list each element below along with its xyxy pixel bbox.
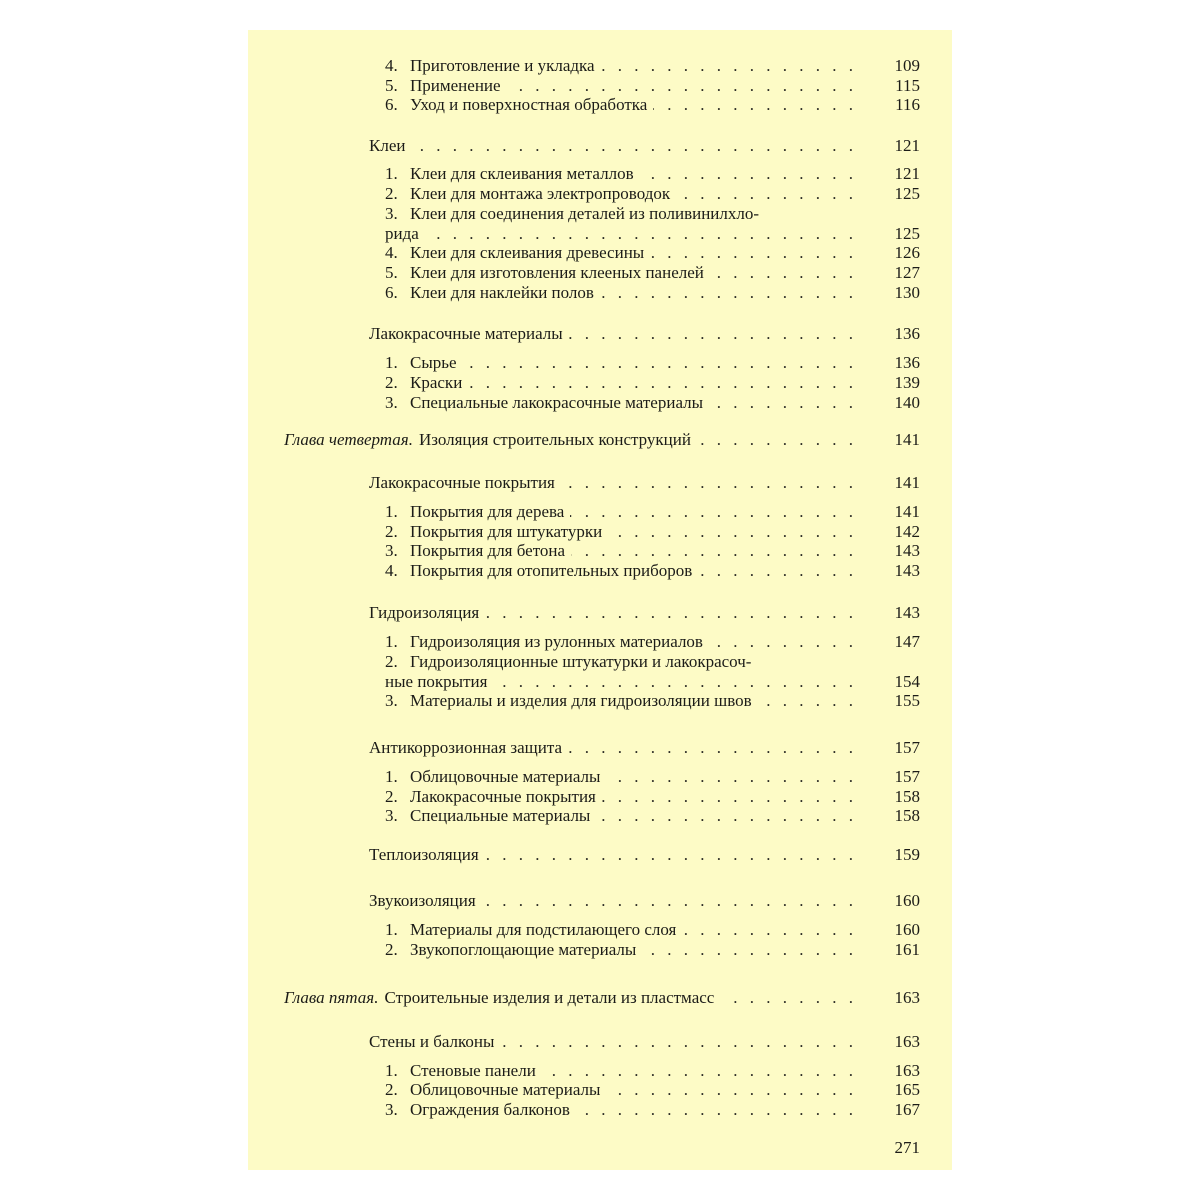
entry-page-number: 161 [894,940,920,959]
toc-entry-row [248,224,952,244]
toc-entry-row [248,691,952,711]
entry-number: 1. [385,632,398,651]
entry-page-number: 163 [894,1032,920,1051]
toc-entry-row [248,767,952,787]
entry-page-number: 157 [894,738,920,757]
entry-number: 2. [385,940,398,959]
chapter-label: Глава пятая. [284,988,384,1007]
entry-page-number: 154 [894,672,920,691]
entry-title [410,393,857,413]
entry-title-text: Уход и поверхностная обработка [410,95,653,114]
entry-page-number: 130 [894,283,920,302]
toc-entry-row [248,1061,952,1081]
entry-title-text: Гидроизоляция [369,603,485,622]
entry-title-text: Клеи для наклейки полов [410,283,600,302]
entry-number: 1. [385,353,398,372]
entry-title-text: Покрытия для бетона [410,541,571,560]
entry-title-text: Материалы и изделия для гидроизоляции швов [410,691,758,710]
entry-number: 3. [385,691,398,710]
entry-title [385,672,857,692]
toc-entry-row [248,263,952,283]
entry-number: 4. [385,56,398,75]
entry-number: 2. [385,652,398,671]
entry-page-number: 121 [894,136,920,155]
entry-title [284,430,857,450]
entry-title-text: Краски [410,373,468,392]
entry-number: 3. [385,393,398,412]
entry-title [410,691,857,711]
entry-title-text: ные покрытия [385,672,493,691]
toc-section-row [248,891,952,911]
entry-page-number: 109 [894,56,920,75]
entry-page-number: 147 [894,632,920,651]
toc-entry-row [248,243,952,263]
entry-page-number: 116 [895,95,920,114]
entry-page-number: 160 [894,920,920,939]
toc-section-row [248,473,952,493]
chapter-label: Глава четвертая. [284,430,419,449]
entry-number: 6. [385,283,398,302]
entry-title [410,561,857,581]
toc-entry-row [248,56,952,76]
entry-title-text: Применение [410,76,507,95]
entry-title-text: Звукоизоляция [369,891,482,910]
entry-page-number: 125 [894,224,920,243]
entry-page-number: 140 [894,393,920,412]
entry-page-number: 115 [895,76,920,95]
entry-page-number: 157 [894,767,920,786]
entry-title-text: Изоляция строительных конструкций [419,430,697,449]
entry-title-text: Сырье [410,353,463,372]
entry-page-number: 121 [894,164,920,183]
toc-entry-row [248,502,952,522]
entry-title-text: Гидроизоляция из рулонных материалов [410,632,709,651]
entry-page-number: 136 [894,324,920,343]
entry-title [410,522,857,542]
entry-title [410,164,857,184]
entry-number: 1. [385,920,398,939]
entry-title [410,373,857,393]
entry-title-text: Теплоизоляция [369,845,485,864]
entry-title-text: Строительные изделия и детали из пластмасс [384,988,720,1007]
entry-title [410,1100,857,1120]
entry-title [410,806,857,826]
entry-page-number: 165 [894,1080,920,1099]
toc-section-row [248,136,952,156]
entry-title-text: Материалы для подстилающего слоя [410,920,682,939]
entry-title [410,56,857,76]
entry-title [410,243,857,263]
entry-page-number: 160 [894,891,920,910]
toc-entry-row [248,95,952,115]
entry-title [410,767,857,787]
entry-title-text: рида [385,224,425,243]
entry-title [369,603,857,623]
entry-title-text: Клеи для соединения деталей из поливинилхло- [410,204,765,223]
entry-title-text: Клеи для изготовления клееных панелей [410,263,710,282]
toc-section-row [248,738,952,758]
entry-title [385,224,857,244]
toc-entry-row [248,204,952,224]
toc-entry-row [248,283,952,303]
toc-entry-row [248,522,952,542]
toc-entry-row [248,164,952,184]
toc-entry-row [248,806,952,826]
entry-page-number: 141 [894,473,920,492]
entry-number: 3. [385,1100,398,1119]
entry-title-text: Гидроизоляционные штукатурки и лакокрасоч- [410,652,757,671]
entry-title [410,632,857,652]
entry-title [410,940,857,960]
toc-chapter-row [248,430,952,450]
entry-title [410,204,857,224]
entry-title-text: Покрытия для дерева [410,502,570,521]
toc-entry-row [248,1080,952,1100]
entry-title [410,353,857,373]
entry-title-text: Лакокрасочные материалы [369,324,569,343]
entry-number: 4. [385,561,398,580]
entry-title-text: Клеи [369,136,411,155]
toc-entry-row [248,672,952,692]
entry-title [369,324,857,344]
entry-title-text: Специальные материалы [410,806,596,825]
entry-title-text: Стены и балконы [369,1032,500,1051]
entry-number: 1. [385,502,398,521]
entry-page-number: 141 [894,502,920,521]
entry-number: 5. [385,263,398,282]
toc-section-row [248,324,952,344]
entry-number: 2. [385,787,398,806]
entry-title [369,136,857,156]
entry-title [410,502,857,522]
book-page [248,30,952,1170]
entry-title-text: Звукопоглощающие материалы [410,940,642,959]
toc-entry-row [248,561,952,581]
entry-page-number: 158 [894,806,920,825]
entry-number: 3. [385,541,398,560]
entry-page-number: 167 [894,1100,920,1119]
toc-entry-row [248,940,952,960]
entry-number: 2. [385,184,398,203]
toc-entry-row [248,541,952,561]
entry-title-text: Лакокрасочные покрытия [410,787,602,806]
entry-title [410,541,857,561]
entry-title-text: Приготовление и укладка [410,56,601,75]
entry-title-text: Стеновые панели [410,1061,542,1080]
entry-title-text: Специальные лакокрасочные материалы [410,393,709,412]
entry-page-number: 163 [894,1061,920,1080]
entry-page-number: 163 [894,988,920,1007]
toc-section-row [248,1032,952,1052]
entry-title [369,738,857,758]
entry-number: 4. [385,243,398,262]
entry-title-text: Антикоррозионная защита [369,738,568,757]
entry-title [410,652,857,672]
entry-number: 1. [385,767,398,786]
entry-title-text: Ограждения балконов [410,1100,576,1119]
toc-entry-row [248,76,952,96]
entry-number: 1. [385,164,398,183]
entry-title-text: Клеи для склеивания древесины [410,243,650,262]
toc-section-row [248,603,952,623]
entry-title [410,76,857,96]
entry-title [284,988,857,1008]
entry-page-number: 139 [894,373,920,392]
entry-page-number: 159 [894,845,920,864]
toc-entry-row [248,1100,952,1120]
entry-page-number: 155 [894,691,920,710]
entry-page-number: 143 [894,603,920,622]
entry-page-number: 141 [894,430,920,449]
toc-chapter-row [248,988,952,1008]
entry-title [369,891,857,911]
entry-number: 5. [385,76,398,95]
entry-number: 2. [385,522,398,541]
entry-title-text: Клеи для монтажа электропроводок [410,184,676,203]
entry-title-text: Облицовочные материалы [410,1080,606,1099]
entry-title [410,920,857,940]
entry-page-number: 125 [894,184,920,203]
entry-title [410,95,857,115]
entry-title [369,845,857,865]
entry-title-text: Лакокрасочные покрытия [369,473,561,492]
entry-number: 3. [385,806,398,825]
entry-page-number: 158 [894,787,920,806]
entry-title [369,473,857,493]
page-number: 271 [894,1138,920,1157]
entry-title [410,184,857,204]
entry-title [410,283,857,303]
entry-page-number: 143 [894,561,920,580]
toc-entry-row [248,373,952,393]
entry-title-text: Покрытия для отопительных приборов [410,561,698,580]
entry-page-number: 143 [894,541,920,560]
entry-number: 1. [385,1061,398,1080]
entry-title [410,787,857,807]
toc-entry-row [248,393,952,413]
toc-entry-row [248,787,952,807]
entry-number: 6. [385,95,398,114]
entry-number: 2. [385,1080,398,1099]
entry-number: 2. [385,373,398,392]
entry-title [410,263,857,283]
toc-entry-row [248,353,952,373]
entry-page-number: 126 [894,243,920,262]
toc-entry-row [248,184,952,204]
toc-entry-row [248,632,952,652]
entry-number: 3. [385,204,398,223]
entry-page-number: 136 [894,353,920,372]
entry-title [410,1080,857,1100]
entry-title-text: Облицовочные материалы [410,767,606,786]
entry-title-text: Клеи для склеивания металлов [410,164,640,183]
entry-page-number: 127 [894,263,920,282]
toc-entry-row [248,920,952,940]
toc-entry-row [248,652,952,672]
entry-title-text: Покрытия для штукатурки [410,522,608,541]
entry-title [369,1032,857,1052]
entry-page-number: 142 [894,522,920,541]
toc-section-row [248,845,952,865]
entry-title [410,1061,857,1081]
